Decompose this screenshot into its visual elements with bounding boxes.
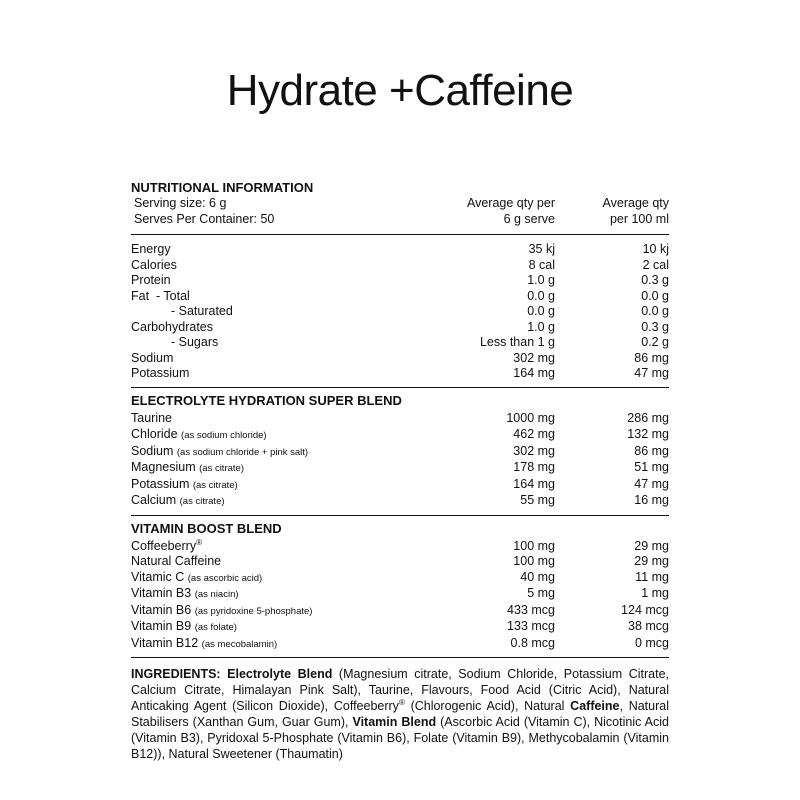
nutrition-heading: NUTRITIONAL INFORMATION (131, 180, 314, 195)
table-row: Vitamin B3 (as niacin) 5 mg 1 mg (131, 586, 669, 600)
table-row: Potassium 164 mg 47 mg (131, 366, 669, 380)
table-row: Natural Caffeine 100 mg 29 mg (131, 554, 669, 568)
serving-info (131, 196, 669, 234)
table-row: - Sugars Less than 1 g 0.2 g (171, 335, 669, 349)
table-row: Vitamin B9 (as folate) 133 mcg 38 mcg (131, 619, 669, 633)
nutrition-rows (131, 235, 669, 387)
table-row: Magnesium (as citrate) 178 mg 51 mg (131, 460, 669, 474)
table-row: Protein 1.0 g 0.3 g (131, 273, 669, 287)
ingredients-text: INGREDIENTS: Electrolyte Blend (Magnesium citrate, Sodium Chloride, Potassium Citrate, Calcium Citrate, Himalayan Pink Salt), Taurine, Flavours, Food Acid (Citric Acid), Natural Anticaking Agent (Silicon Dioxide), Coffeeberry® (Chlorogenic Acid), Natural Caffeine, Natural Stabilisers (Xanthan Gum, Guar Gum), Vitamin Blend (Ascorbic Acid (Vitamin C), Nicotinic Acid (Vitamin B3), Pyridoxal 5-Phosphate (Vitamin B6), Folate (Vitamin B9), Methycobalamin (Vitamin B12)), Natural Sweetener (Thaumatin) (131, 667, 669, 761)
table-row: Sodium (as sodium chloride + pink salt) 302 mg 86 mg (131, 443, 669, 458)
table-row: Taurine 1000 mg 286 mg (131, 410, 669, 425)
table-row: Sodium 302 mg 86 mg (131, 350, 669, 365)
table-row: Carbohydrates 1.0 g 0.3 g (131, 319, 669, 334)
table-row: Vitamic C (as ascorbic acid) 40 mg 11 mg (131, 569, 669, 584)
electrolyte-rows (131, 409, 669, 515)
table-row: Energy 35 kj 10 kj (131, 242, 669, 256)
servings-per-container: Serves Per Container: 50 (134, 211, 275, 226)
table-row: Potassium (as citrate) 164 mg 47 mg (131, 476, 669, 491)
col-per-100ml-line2: per 100 ml (609, 211, 669, 226)
table-row: Calcium (as citrate) 55 mg 16 mg (131, 493, 669, 507)
table-row: Fat - Total 0.0 g 0.0 g (131, 288, 669, 303)
col-per-100ml-line1: Average qty (602, 196, 669, 210)
serving-size: Serving size: 6 g (134, 196, 227, 210)
table-row: - Saturated 0.0 g 0.0 g (171, 304, 669, 318)
table-row: Chloride (as sodium chloride) 462 mg 132 mg (131, 427, 669, 441)
table-row: Coffeeberry® 100 mg 29 mg (131, 537, 669, 553)
electrolyte-heading: ELECTROLYTE HYDRATION SUPER BLEND (131, 392, 402, 408)
col-per-serve-line2: 6 g serve (503, 211, 555, 226)
product-title: Hydrate +Caffeine (226, 66, 574, 115)
col-per-serve-line1: Average qty per (466, 196, 555, 210)
nutrition-panel (131, 180, 669, 762)
table-row: Calories 8 cal 2 cal (131, 257, 669, 272)
table-row: Vitamin B12 (as mecobalamin) 0.8 mcg 0 mcg (131, 635, 669, 650)
table-row: Vitamin B6 (as pyridoxine 5-phosphate) 433 mcg 124 mcg (131, 602, 669, 617)
vitamin-heading: VITAMIN BOOST BLEND (131, 520, 282, 536)
vitamin-rows (131, 537, 669, 658)
